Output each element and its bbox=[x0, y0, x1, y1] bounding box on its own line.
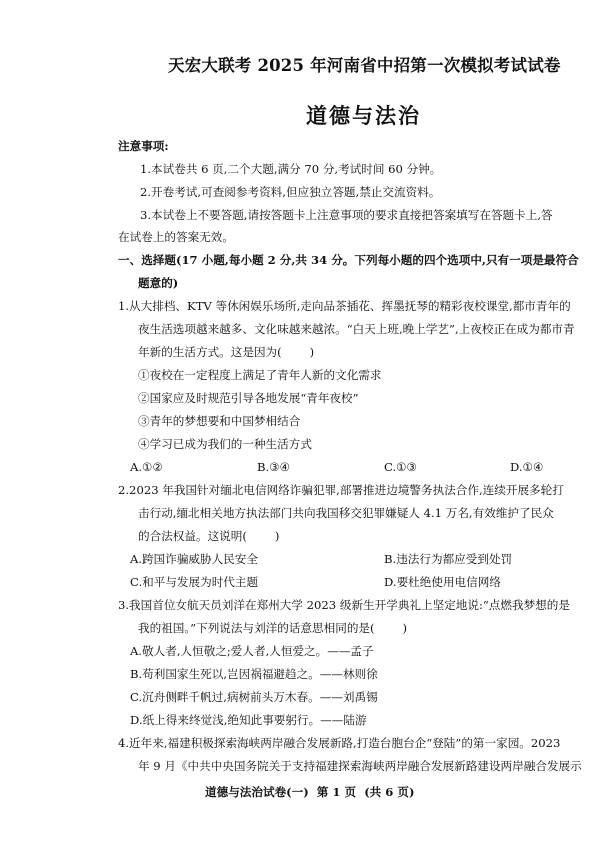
subject-title: 道德与法治 bbox=[306, 103, 421, 128]
option-row bbox=[0, 460, 614, 476]
option-row bbox=[0, 552, 614, 568]
question-text: 4.近年来,福建积极探索海峡两岸融合发展新路,打造台胞台企“登陆”的第一家园。2023 bbox=[118, 736, 561, 750]
question-text: 夜生活选项越来越多、文化味越来越浓。“白天上班,晚上学艺”,上夜校正在成为都市青 bbox=[138, 322, 575, 336]
option-b: B.③④ bbox=[257, 460, 290, 474]
option-c: C.①③ bbox=[384, 460, 417, 474]
answer-paren: ) bbox=[402, 621, 408, 635]
question-text: 1.从大排档、KTV 等休闲娱乐场所,走向品茶插花、挥墨抚琴的精彩夜校课堂,都市青年的 bbox=[118, 299, 571, 313]
exam-title: 天宏大联考 2025 年河南省中招第一次模拟考试试卷 bbox=[168, 56, 561, 75]
question-text: 击行动,缅北相关地方执法部门共向我国移交犯罪嫌疑人 4.1 万名,有效维护了民众 bbox=[138, 506, 554, 520]
answer-paren: ) bbox=[309, 345, 315, 359]
note-item: 在试卷上的答案无效。 bbox=[118, 230, 234, 244]
statement: ①夜校在一定程度上满足了青年人新的文化需求 bbox=[138, 368, 382, 382]
option-b: B.违法行为都应受到处罚 bbox=[384, 552, 513, 566]
question-text: 年 9 月《中共中央国务院关于支持福建探索海峡两岸融合发展新路建设两岸融合发展示 bbox=[138, 759, 582, 773]
question-stem: 年新的生活方式。这是因为( bbox=[138, 345, 282, 359]
section-heading: 题意的) bbox=[138, 276, 179, 290]
option-d: D.①④ bbox=[510, 460, 544, 474]
question-stem: 我的祖国。”下列说法与刘洋的话意思相同的是( bbox=[138, 621, 375, 635]
notes-heading: 注意事项: bbox=[118, 139, 169, 153]
statement: ④学习已成为我们的一种生活方式 bbox=[138, 437, 312, 451]
question-text: 2.2023 年我国针对缅北电信网络诈骗犯罪,部署推进边境警务执法合作,连续开展多轮打 bbox=[118, 483, 564, 497]
option-b: B.苟利国家生死以,岂因祸福避趋之。——林则徐 bbox=[130, 667, 378, 681]
option-row bbox=[0, 575, 614, 591]
page-footer: 道德与法治试卷(一) 第 1 页 (共 6 页) bbox=[205, 785, 415, 799]
question-stem: 的合法权益。这说明( bbox=[138, 529, 247, 543]
statement: ②国家应及时规范引导各地发展“青年夜校” bbox=[138, 391, 359, 405]
note-item: 3.本试卷上不要答题,请按答题卡上注意事项的要求直接把答案填写在答题卡上,答 bbox=[140, 208, 553, 222]
answer-paren: ) bbox=[274, 529, 280, 543]
option-a: A.①② bbox=[130, 460, 163, 474]
option-d: D.要杜绝使用电信网络 bbox=[384, 575, 501, 589]
option-c: C.沉舟侧畔千帆过,病树前头万木春。——刘禹锡 bbox=[130, 690, 378, 704]
option-a: A.跨国诈骗威胁人民安全 bbox=[130, 552, 258, 566]
question-text: 3.我国首位女航天员刘洋在郑州大学 2023 级新生开学典礼上坚定地说:“点燃我梦想的是 bbox=[118, 598, 570, 612]
note-item: 2.开卷考试,可查阅参考资料,但应独立答题,禁止交流资料。 bbox=[140, 185, 441, 199]
question-text bbox=[138, 345, 314, 359]
statement: ③青年的梦想要和中国梦相结合 bbox=[138, 414, 301, 428]
question-text bbox=[138, 529, 279, 543]
option-c: C.和平与发展为时代主题 bbox=[130, 575, 259, 589]
note-item: 1.本试卷共 6 页,二个大题,满分 70 分,考试时间 60 分钟。 bbox=[140, 162, 442, 176]
option-d: D.纸上得来终觉浅,绝知此事要躬行。——陆游 bbox=[130, 713, 367, 727]
option-a: A.敬人者,人恒敬之;爱人者,人恒爱之。——孟子 bbox=[130, 644, 374, 658]
question-text bbox=[138, 621, 407, 635]
section-heading: 一、选择题(17 小题,每小题 2 分,共 34 分。下列每小题的四个选项中,只有一项是最符合 bbox=[118, 253, 579, 267]
